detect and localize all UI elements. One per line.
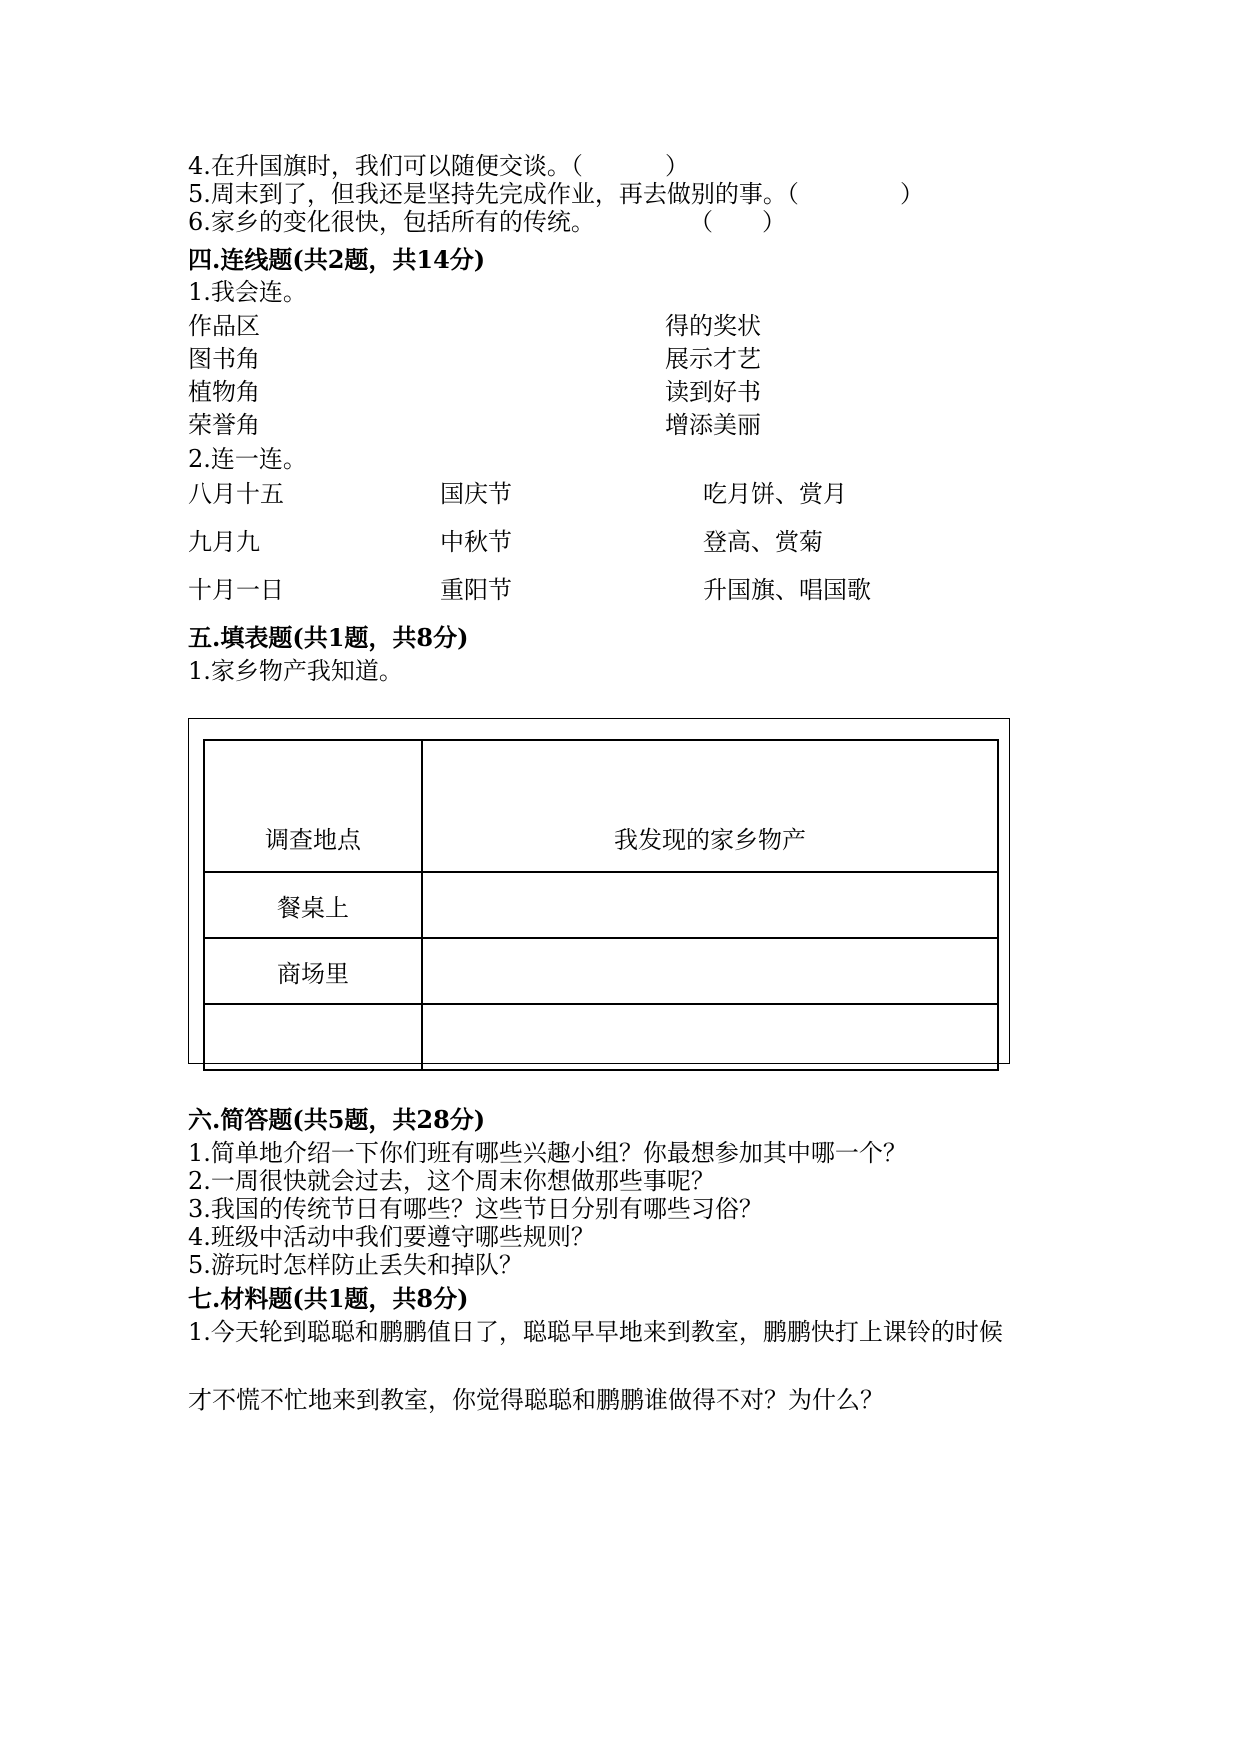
material-text-line: 1.今天轮到聪聪和鹏鹏值日了，聪聪早早地来到教室，鹏鹏快打上课铃的时候 <box>188 1318 1003 1346</box>
match-date-item: 八月十五 <box>188 480 284 508</box>
table-row <box>204 1004 998 1070</box>
answer-blank-close-6: ） <box>762 208 786 236</box>
question-prompt: 2.连一连。 <box>188 445 307 473</box>
answer-cell[interactable] <box>422 1004 998 1070</box>
table-cell: 商场里 <box>204 938 422 1004</box>
answer-cell[interactable] <box>204 1004 422 1070</box>
table-cell: 餐桌上 <box>204 872 422 938</box>
match-right-item: 展示才艺 <box>665 345 761 373</box>
match-festival-item: 重阳节 <box>440 576 512 604</box>
match-right-item: 得的奖状 <box>665 312 761 340</box>
match-right-item: 读到好书 <box>665 378 761 406</box>
answer-blank-close-5: ） <box>900 180 924 208</box>
section-heading-7: 七.材料题(共1题，共8分) <box>188 1284 469 1313</box>
match-date-item: 十月一日 <box>188 576 284 604</box>
match-left-item: 作品区 <box>188 312 260 340</box>
match-date-item: 九月九 <box>188 528 260 556</box>
answer-blank-close-4: ） <box>665 152 689 180</box>
match-festival-item: 国庆节 <box>440 480 512 508</box>
short-answer-question: 4.班级中活动中我们要遵守哪些规则？ <box>188 1223 595 1251</box>
match-left-item: 荣誉角 <box>188 411 260 439</box>
judge-item-6: 6.家乡的变化很快，包括所有的传统。 <box>188 208 595 236</box>
match-custom-item: 升国旗、唱国歌 <box>703 576 871 604</box>
match-custom-item: 登高、赏菊 <box>703 528 823 556</box>
match-left-item: 植物角 <box>188 378 260 406</box>
table-row <box>204 872 998 938</box>
match-custom-item: 吃月饼、赏月 <box>703 480 847 508</box>
section-heading-5: 五.填表题(共1题，共8分) <box>188 623 469 652</box>
table-row <box>204 938 998 1004</box>
table-header-cell: 调查地点 <box>204 740 422 872</box>
table-header-cell: 我发现的家乡物产 <box>422 740 998 872</box>
answer-cell[interactable] <box>422 872 998 938</box>
match-festival-item: 中秋节 <box>440 528 512 556</box>
short-answer-question: 5.游玩时怎样防止丢失和掉队？ <box>188 1251 523 1279</box>
section-heading-4: 四.连线题(共2题，共14分) <box>188 245 486 274</box>
table-header-row <box>204 740 998 872</box>
match-right-item: 增添美丽 <box>665 411 761 439</box>
section-heading-6: 六.简答题(共5题，共28分) <box>188 1105 486 1134</box>
answer-blank-open-6: （ <box>689 208 713 236</box>
match-left-item: 图书角 <box>188 345 260 373</box>
answer-cell[interactable] <box>422 938 998 1004</box>
question-prompt: 1.家乡物产我知道。 <box>188 657 403 685</box>
judge-item-4: 4.在升国旗时，我们可以随便交谈。（ <box>188 152 583 180</box>
survey-table <box>203 739 999 1071</box>
question-prompt: 1.我会连。 <box>188 278 307 306</box>
short-answer-question: 2.一周很快就会过去，这个周末你想做那些事呢？ <box>188 1167 715 1195</box>
short-answer-question: 1.简单地介绍一下你们班有哪些兴趣小组？你最想参加其中哪一个？ <box>188 1139 907 1167</box>
judge-item-5: 5.周末到了，但我还是坚持先完成作业，再去做别的事。（ <box>188 180 799 208</box>
short-answer-question: 3.我国的传统节日有哪些？这些节日分别有哪些习俗？ <box>188 1195 763 1223</box>
material-text-line: 才不慌不忙地来到教室，你觉得聪聪和鹏鹏谁做得不对？为什么？ <box>188 1386 884 1414</box>
